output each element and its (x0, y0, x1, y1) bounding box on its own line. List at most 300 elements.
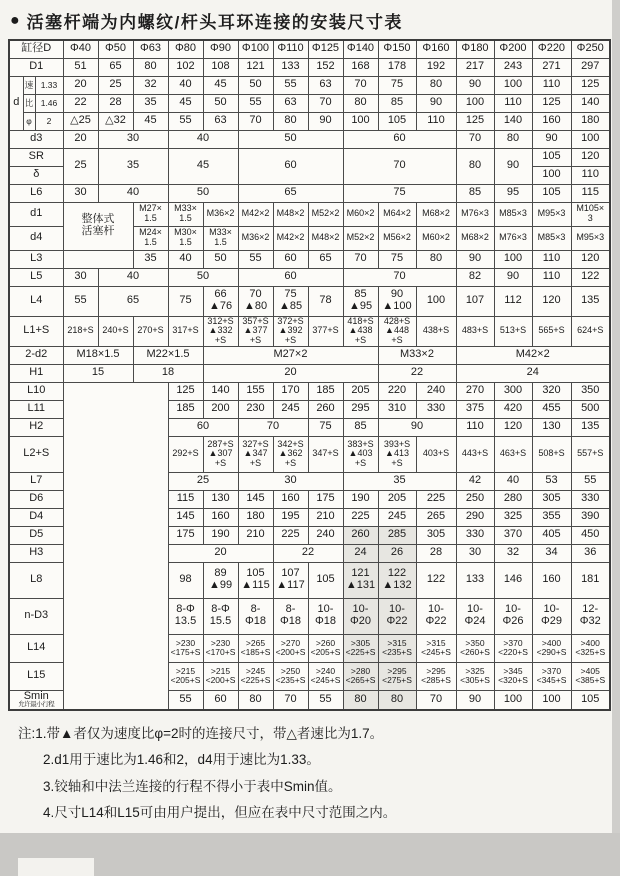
value-cell: 70 (416, 690, 456, 710)
value-cell: 85 (343, 418, 378, 436)
value-cell: 8-Φ 13.5 (168, 598, 203, 634)
value-cell: 135 (571, 418, 610, 436)
value-cell: 192 (416, 58, 456, 76)
table-row (9, 286, 610, 316)
value-cell: 225 (273, 526, 308, 544)
note-line: 3.铰轴和中法兰连接的行程不得小于表中Smin值。 (43, 778, 342, 794)
col-header: Φ80 (168, 40, 203, 58)
value-cell: △32 (98, 112, 133, 130)
bullet-icon: ● (10, 11, 20, 29)
value-cell: 265 (416, 508, 456, 526)
value-cell: 70 (343, 250, 378, 268)
value-cell: 175 (168, 526, 203, 544)
row-label: 比 (23, 94, 35, 112)
value-cell: 122 (571, 268, 610, 286)
value-cell: 78 (308, 286, 343, 316)
value-cell: 305 (416, 526, 456, 544)
value-cell: M42×2 (273, 226, 308, 250)
value-cell: 105 (378, 112, 416, 130)
value-cell: 305 (532, 490, 571, 508)
value-cell: 26 (378, 544, 416, 562)
value-cell: 34 (532, 544, 571, 562)
value-cell: 75 ▲85 (273, 286, 308, 316)
value-cell: 325 (494, 508, 532, 526)
value-cell: 110 (532, 76, 571, 94)
value-cell: 240 (308, 526, 343, 544)
value-cell: 50 (168, 268, 238, 286)
value-cell: 240 (416, 382, 456, 400)
value-cell: 50 (238, 130, 343, 148)
value-cell: M24× 1.5 (133, 226, 168, 250)
value-cell: 28 (98, 94, 133, 112)
value-cell: 30 (63, 268, 98, 286)
row-label: L4 (9, 286, 63, 316)
value-cell: M105× 3 (571, 202, 610, 226)
value-cell: 63 (273, 94, 308, 112)
value-cell: 285 (378, 526, 416, 544)
value-cell: 35 (133, 250, 168, 268)
notes (18, 721, 620, 826)
value-cell: 105 (532, 148, 571, 166)
row-label: 速 (23, 76, 35, 94)
value-cell: M33×2 (378, 346, 456, 364)
value-cell: 112 (494, 286, 532, 316)
value-cell: 120 (532, 286, 571, 316)
value-cell: 70 (343, 268, 456, 286)
value-cell: 50 (203, 250, 238, 268)
value-cell: 90 (494, 268, 532, 286)
value-cell: △25 (63, 112, 98, 130)
value-cell: 310 (378, 400, 416, 418)
value-cell: >270 <200+S (273, 634, 308, 662)
value-cell: 100 (494, 690, 532, 710)
scan-bottom-notch (18, 858, 94, 876)
value-cell: 100 (532, 166, 571, 184)
value-cell: >370 <345+S (532, 662, 571, 690)
row-label: L6 (9, 184, 63, 202)
value-cell: >245 <225+S (238, 662, 273, 690)
value-cell: 133 (273, 58, 308, 76)
value-cell: 320 (532, 382, 571, 400)
value-cell: 60 (203, 690, 238, 710)
value-cell: 90 ▲100 (378, 286, 416, 316)
value-cell: 168 (343, 58, 378, 76)
value-cell: 160 (273, 490, 308, 508)
value-cell: 20 (168, 544, 273, 562)
row-label: d1 (9, 202, 63, 226)
value-cell: 370 (494, 526, 532, 544)
col-header: Φ160 (416, 40, 456, 58)
value-cell: 130 (532, 418, 571, 436)
value-cell: M76×3 (456, 202, 494, 226)
value-cell: M60×2 (416, 226, 456, 250)
value-cell: 125 (456, 112, 494, 130)
table-row (9, 382, 610, 400)
value-cell: 121 ▲131 (343, 562, 378, 598)
value-cell: 70 (238, 418, 308, 436)
value-cell: 35 (343, 472, 456, 490)
value-cell: 75 (308, 418, 343, 436)
table-row (9, 76, 610, 94)
value-cell: 121 (238, 58, 273, 76)
value-cell: 70 (273, 690, 308, 710)
value-cell: 100 (571, 130, 610, 148)
value-cell: 10- Φ26 (494, 598, 532, 634)
value-cell: >215 <200+S (203, 662, 238, 690)
row-label: H1 (9, 364, 63, 382)
col-header: Φ250 (571, 40, 610, 58)
value-cell: 35 (98, 148, 168, 184)
row-label: L5 (9, 268, 63, 286)
value-cell: 10- Φ29 (532, 598, 571, 634)
value-cell: 80 (238, 690, 273, 710)
col-header: Φ40 (63, 40, 98, 58)
value-cell: 243 (494, 58, 532, 76)
value-cell: 100 (494, 76, 532, 94)
value-cell: 140 (571, 94, 610, 112)
row-label: SR (9, 148, 63, 166)
value-cell: 140 (494, 112, 532, 130)
col-header: Φ180 (456, 40, 494, 58)
row-label: 1.46 (35, 94, 63, 112)
value-cell: 110 (494, 94, 532, 112)
value-cell: 105 (571, 690, 610, 710)
value-cell: 225 (416, 490, 456, 508)
value-cell: 25 (63, 148, 98, 184)
value-cell: 443+S (456, 436, 494, 472)
value-cell: 24 (456, 364, 610, 382)
value-cell: 115 (571, 184, 610, 202)
value-cell: 225 (343, 508, 378, 526)
value-cell: 240+S (98, 316, 133, 346)
table-row (9, 94, 610, 112)
row-label: L10 (9, 382, 63, 400)
value-cell: 160 (203, 508, 238, 526)
table-row (9, 364, 610, 382)
table-row (9, 184, 610, 202)
value-cell: 63 (203, 112, 238, 130)
value-cell: 330 (456, 526, 494, 544)
row-label: D6 (9, 490, 63, 508)
value-cell: 105 (532, 184, 571, 202)
table-row (9, 346, 610, 364)
row-label: L1+S (9, 316, 63, 346)
value-cell: 90 (494, 148, 532, 184)
value-cell: M27×2 (203, 346, 378, 364)
value-cell: 180 (238, 508, 273, 526)
value-cell: 51 (63, 58, 98, 76)
value-cell: 55 (63, 286, 98, 316)
table-row (9, 202, 610, 226)
value-cell: 355 (532, 508, 571, 526)
value-cell: 152 (308, 58, 343, 76)
col-header: Φ200 (494, 40, 532, 58)
value-cell: 624+S (571, 316, 610, 346)
value-cell: 330 (571, 490, 610, 508)
value-cell: 22 (378, 364, 456, 382)
value-cell: 80 (343, 690, 378, 710)
value-cell: M52×2 (308, 202, 343, 226)
value-cell: 122 (416, 562, 456, 598)
value-cell: 55 (238, 94, 273, 112)
row-label: φ (23, 112, 35, 130)
row-label: L8 (9, 562, 63, 598)
value-cell: 30 (98, 130, 168, 148)
value-cell: 70 (238, 112, 273, 130)
value-cell: 260 (343, 526, 378, 544)
value-cell: 140 (203, 382, 238, 400)
row-label: L7 (9, 472, 63, 490)
row-label: H2 (9, 418, 63, 436)
value-cell: 65 (308, 250, 343, 268)
row-label: L14 (9, 634, 63, 662)
col-header: Φ50 (98, 40, 133, 58)
value-cell: 375 (456, 400, 494, 418)
value-cell: 30 (456, 544, 494, 562)
value-cell: 25 (168, 472, 238, 490)
integral-rod-label: 整体式 活塞杆 (63, 202, 133, 250)
col-header: Φ150 (378, 40, 416, 58)
value-cell: 120 (494, 418, 532, 436)
value-cell: 102 (168, 58, 203, 76)
col-header: Φ100 (238, 40, 273, 58)
row-label: n-D3 (9, 598, 63, 634)
value-cell: 35 (133, 94, 168, 112)
value-cell: 271 (532, 58, 571, 76)
row-label: L15 (9, 662, 63, 690)
value-cell: 230 (238, 400, 273, 418)
col-header: Φ63 (133, 40, 168, 58)
value-cell: 10- Φ24 (456, 598, 494, 634)
value-cell: 24 (343, 544, 378, 562)
value-cell: 75 (168, 286, 203, 316)
value-cell: 95 (494, 184, 532, 202)
value-cell: M33× 1.5 (203, 226, 238, 250)
value-cell: 245 (378, 508, 416, 526)
title-row (0, 0, 620, 35)
value-cell: 70 (308, 94, 343, 112)
value-cell: 66 ▲76 (203, 286, 238, 316)
table-row (9, 316, 610, 346)
value-cell: 110 (571, 166, 610, 184)
value-cell: >400 <325+S (571, 634, 610, 662)
value-cell: 270+S (133, 316, 168, 346)
value-cell: 107 (456, 286, 494, 316)
value-cell: 178 (378, 58, 416, 76)
value-cell: >215 <205+S (168, 662, 203, 690)
table-row (9, 130, 610, 148)
value-cell: 330 (416, 400, 456, 418)
value-cell: 300 (494, 382, 532, 400)
value-cell: M18×1.5 (63, 346, 133, 364)
value-cell: >260 <205+S (308, 634, 343, 662)
value-cell: 393+S ▲413 +S (378, 436, 416, 472)
table-row (9, 268, 610, 286)
value-cell: 20 (63, 130, 98, 148)
value-cell: >280 <265+S (343, 662, 378, 690)
value-cell: 40 (168, 76, 203, 94)
value-cell: 50 (203, 94, 238, 112)
value-cell: 557+S (571, 436, 610, 472)
page-title: 活塞杆端为内螺纹/杆头耳环连接的安装尺寸表 (26, 13, 403, 32)
value-cell: 190 (203, 526, 238, 544)
value-cell: 463+S (494, 436, 532, 472)
value-cell: 60 (238, 148, 343, 184)
value-cell: 70 (343, 76, 378, 94)
value-cell: 98 (168, 562, 203, 598)
row-label: δ (9, 166, 63, 184)
note-line: 注:1.带▲者仅为速度比φ=2时的连接尺寸，带△者速比为1.7。 (18, 726, 384, 741)
value-cell: >240 <245+S (308, 662, 343, 690)
value-cell: 82 (456, 268, 494, 286)
value-cell: 85 (456, 184, 494, 202)
value-cell: 181 (571, 562, 610, 598)
value-cell: 260 (308, 400, 343, 418)
value-cell: 50 (238, 76, 273, 94)
value-cell: >265 <185+S (238, 634, 273, 662)
value-cell: 65 (98, 286, 168, 316)
value-cell: 405 (532, 526, 571, 544)
col-header: Φ220 (532, 40, 571, 58)
value-cell: 347+S (308, 436, 343, 472)
value-cell: 90 (456, 250, 494, 268)
value-cell: M60×2 (343, 202, 378, 226)
value-cell: >400 <290+S (532, 634, 571, 662)
value-cell: 10- Φ22 (378, 598, 416, 634)
value-cell: 133 (456, 562, 494, 598)
value-cell: 295 (343, 400, 378, 418)
row-label: 2-d2 (9, 346, 63, 364)
value-cell: 8- Φ18 (238, 598, 273, 634)
value-cell: 210 (238, 526, 273, 544)
value-cell: 122 ▲132 (378, 562, 416, 598)
value-cell: M42×2 (238, 202, 273, 226)
value-cell: 50 (168, 184, 238, 202)
value-cell: 55 (273, 76, 308, 94)
value-cell: 185 (308, 382, 343, 400)
value-cell: >315 <235+S (378, 634, 416, 662)
value-cell: M52×2 (343, 226, 378, 250)
table-row (9, 58, 610, 76)
value-cell: 20 (63, 76, 98, 94)
value-cell: M85×3 (494, 202, 532, 226)
value-cell: 90 (456, 76, 494, 94)
row-label: d3 (9, 130, 63, 148)
value-cell: >345 <320+S (494, 662, 532, 690)
value-cell: 100 (494, 250, 532, 268)
value-cell: 245 (273, 400, 308, 418)
value-cell: 120 (571, 148, 610, 166)
value-cell: 10- Φ22 (416, 598, 456, 634)
value-cell: 428+S ▲448 +S (378, 316, 416, 346)
value-cell: 8-Φ 15.5 (203, 598, 238, 634)
value-cell: >325 <305+S (456, 662, 494, 690)
value-cell: 403+S (416, 436, 456, 472)
value-cell: M36×2 (238, 226, 273, 250)
dimension-table (8, 39, 611, 711)
value-cell: 85 (378, 94, 416, 112)
value-cell: 40 (98, 268, 168, 286)
col-header: Φ90 (203, 40, 238, 58)
value-cell: 205 (343, 382, 378, 400)
value-cell: 30 (238, 472, 343, 490)
value-cell: 372+S ▲392 +S (273, 316, 308, 346)
value-cell: 217 (456, 58, 494, 76)
value-cell: 377+S (308, 316, 343, 346)
value-cell: 70 ▲80 (238, 286, 273, 316)
col-header: Φ140 (343, 40, 378, 58)
value-cell: 45 (168, 94, 203, 112)
value-cell: >305 <225+S (343, 634, 378, 662)
value-cell: >350 <260+S (456, 634, 494, 662)
value-cell: 75 (378, 250, 416, 268)
value-cell: 45 (133, 112, 168, 130)
value-cell: 508+S (532, 436, 571, 472)
value-cell: 45 (203, 76, 238, 94)
value-cell: 146 (494, 562, 532, 598)
value-cell: 53 (532, 472, 571, 490)
value-cell: >315 <245+S (416, 634, 456, 662)
value-cell: M68×2 (456, 226, 494, 250)
value-cell: >250 <235+S (273, 662, 308, 690)
value-cell: 60 (273, 250, 308, 268)
row-label: D1 (9, 58, 63, 76)
value-cell: 175 (308, 490, 343, 508)
value-cell: 312+S ▲332 +S (203, 316, 238, 346)
value-cell: 110 (532, 268, 571, 286)
value-cell: 438+S (416, 316, 456, 346)
value-cell: 22 (63, 94, 98, 112)
value-cell: 55 (168, 112, 203, 130)
row-label: L3 (9, 250, 63, 268)
value-cell: 75 (378, 76, 416, 94)
value-cell: 42 (456, 472, 494, 490)
value-cell: M56×2 (378, 226, 416, 250)
row-label: D4 (9, 508, 63, 526)
value-cell: 160 (532, 562, 571, 598)
value-cell: 80 (416, 76, 456, 94)
value-cell: M64×2 (378, 202, 416, 226)
value-cell: 200 (203, 400, 238, 418)
value-cell: 36 (571, 544, 610, 562)
smin-label: Smin 允许最小行程 (9, 690, 63, 710)
dimension-table-body (9, 40, 610, 710)
value-cell: 145 (168, 508, 203, 526)
value-cell: 80 (273, 112, 308, 130)
value-cell: 220 (378, 382, 416, 400)
value-cell: M48×2 (273, 202, 308, 226)
value-cell: 105 (308, 562, 343, 598)
value-cell: 89 ▲99 (203, 562, 238, 598)
value-cell: 170 (273, 382, 308, 400)
value-cell: 210 (308, 508, 343, 526)
value-cell: M42×2 (456, 346, 610, 364)
value-cell: M22×1.5 (133, 346, 203, 364)
value-cell: M85×3 (532, 226, 571, 250)
value-cell: 12- Φ32 (571, 598, 610, 634)
value-cell: 25 (98, 76, 133, 94)
value-cell: 28 (416, 544, 456, 562)
value-cell: 80 (343, 94, 378, 112)
value-cell: M36×2 (203, 202, 238, 226)
value-cell: 40 (98, 184, 168, 202)
table-row (9, 40, 610, 58)
value-cell: >370 <220+S (494, 634, 532, 662)
value-cell: 60 (343, 130, 456, 148)
value-cell: 125 (168, 382, 203, 400)
value-cell: M95×3 (532, 202, 571, 226)
value-cell: 160 (532, 112, 571, 130)
